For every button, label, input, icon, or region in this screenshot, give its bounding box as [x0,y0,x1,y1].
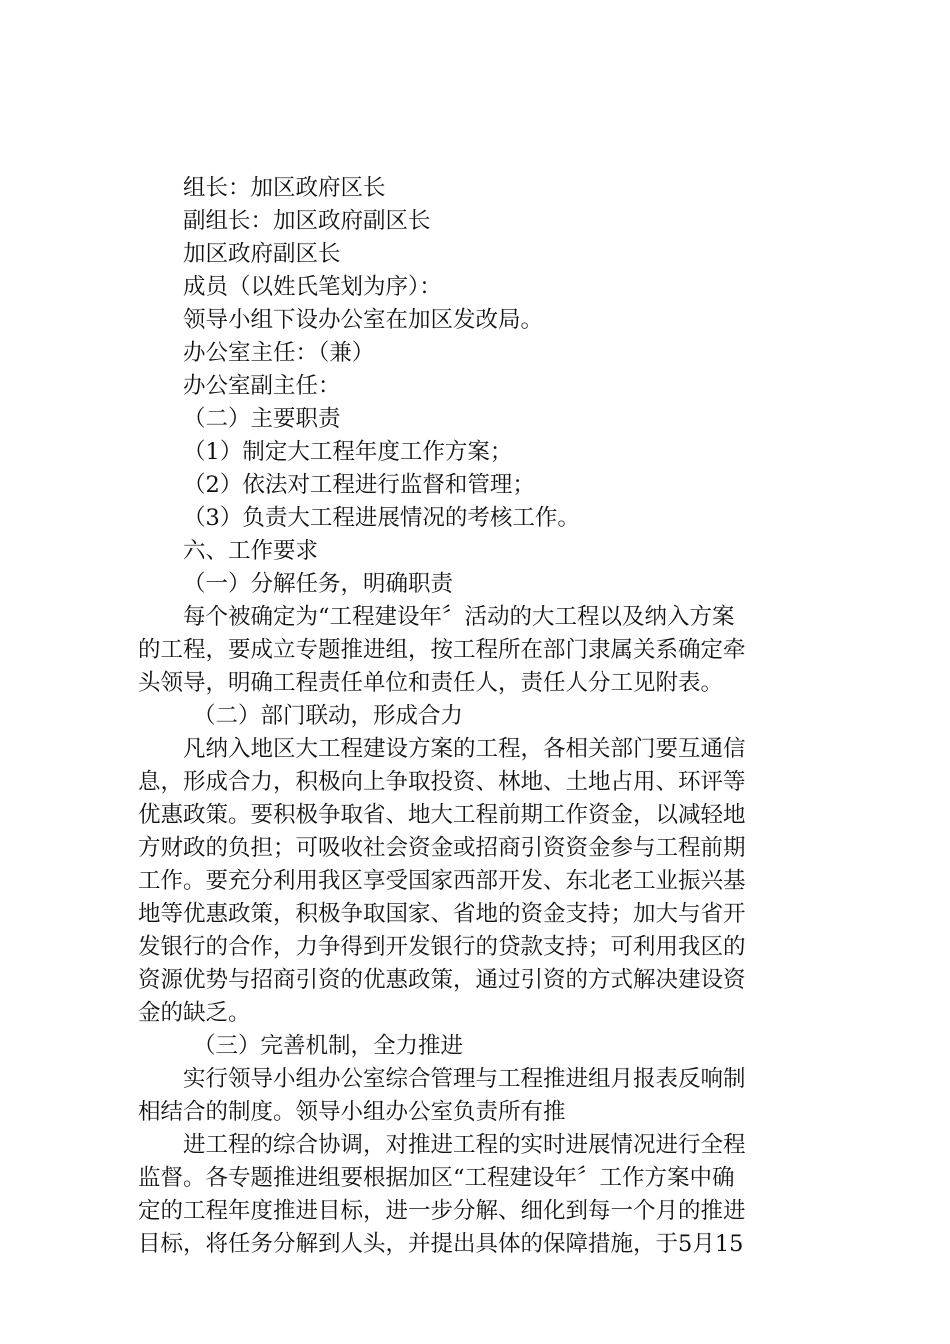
text-line: 副组长：加区政府副区长 [183,208,431,234]
paragraph-line: 发银行的合作，力争得到开发银行的贷款支持；可利用我区的 [138,934,746,960]
subsection-heading: （一）分解任务，明确职责 [183,571,454,597]
paragraph-line: 息，形成合力，积极向上争取投资、林地、土地占用、环评等 [138,769,746,795]
text-line: 领导小组下设办公室在加区发改局。 [183,307,544,333]
paragraph-line: 方财政的负担；可吸收社会资金或招商引资资金参与工程前期 [138,835,746,861]
text-line: 办公室副主任： [183,373,341,399]
paragraph-line: 的工程，要成立专题推进组，按工程所在部门隶属关系确定牵 [138,637,746,663]
paragraph-line: 每个被确定为“工程建设年〞活动的大工程以及纳入方案 [183,604,735,630]
paragraph-line: 工作。要充分利用我区享受国家西部开发、东北老工业振兴基 [138,868,746,894]
paragraph-line: 金的缺乏。 [138,1000,251,1026]
paragraph-line: 定的工程年度推进目标，进一步分解、细化到每一个月的推进 [138,1198,746,1224]
paragraph-line: 凡纳入地区大工程建设方案的工程，各相关部门要互通信 [183,736,746,762]
text-line: 办公室主任：（兼） [183,340,375,366]
list-item: （1）制定大工程年度工作方案； [183,439,513,465]
paragraph-line: 优惠政策。要积极争取省、地大工程前期工作资金，以减轻地 [138,802,746,828]
paragraph-line: 监督。各专题推进组要根据加区“工程建设年〞工作方案中确 [138,1165,735,1191]
paragraph-line: 相结合的制度。领导小组办公室负责所有推 [138,1099,566,1125]
text-line: 组长：加区政府区长 [183,175,386,201]
subsection-heading: （三）完善机制，全力推进 [193,1033,464,1059]
section-heading: （二）主要职责 [183,406,341,432]
list-item: （3）负责大工程进展情况的考核工作。 [183,505,580,531]
document-body [138,172,828,1261]
paragraph-line: 地等优惠政策，积极争取国家、省地的资金支持；加大与省开 [138,901,746,927]
paragraph-line: 进工程的综合协调，对推进工程的实时进展情况进行全程 [183,1132,746,1158]
text-line: 成员（以姓氏笔划为序）： [183,274,442,300]
paragraph-line: 目标，将任务分解到人头，并提出具体的保障措施，于5月15 [138,1231,744,1257]
section-heading: 六、工作要求 [183,538,319,564]
list-item: （2）依法对工程进行监督和管理； [183,472,535,498]
paragraph-line: 头领导，明确工程责任单位和责任人，责任人分工见附表。 [138,670,724,696]
paragraph-line: 实行领导小组办公室综合管理与工程推进组月报表反响制 [183,1066,746,1092]
paragraph-line: 资源优势与招商引资的优惠政策，通过引资的方式解决建设资 [138,967,746,993]
subsection-heading: （二）部门联动，形成合力 [193,703,464,729]
text-line: 加区政府副区长 [183,241,341,267]
